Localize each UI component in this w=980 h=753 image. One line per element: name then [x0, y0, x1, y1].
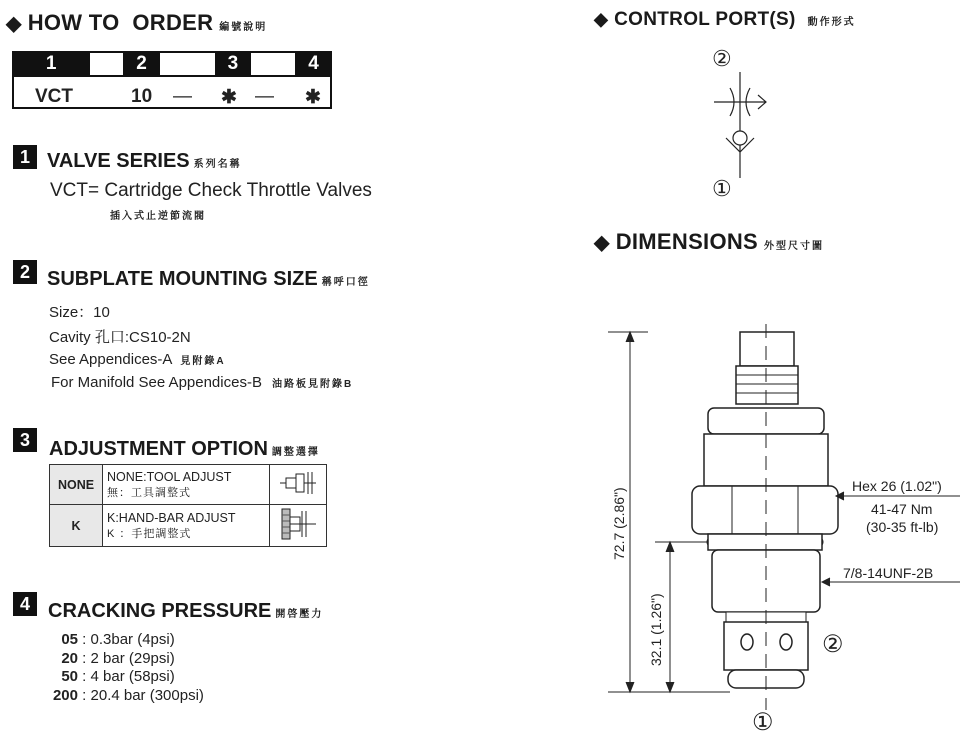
appendix-a-line [49, 351, 226, 368]
pressure-code: 20 [61, 650, 78, 667]
diamond-bullet-icon: ◆ [594, 9, 609, 29]
section-3-heading [49, 438, 320, 461]
section-2-badge: 2 [13, 260, 37, 284]
code-dash: — [255, 86, 274, 107]
section-1-cn: 系列名稱 [193, 159, 242, 170]
order-spacer [250, 52, 296, 76]
section-4-heading [48, 600, 323, 623]
port-1-label: ① [712, 176, 732, 201]
order-position-row [13, 52, 331, 76]
option-en: NONE:TOOL ADJUST [107, 469, 232, 484]
adjustment-option-table [49, 464, 327, 547]
code-pressure: ✱ [305, 87, 321, 108]
order-code-cell [13, 76, 331, 108]
position-2: 2 [124, 52, 159, 76]
code-size: 10 [131, 86, 153, 107]
how-to-order-title: HOW TO ORDER [27, 10, 214, 35]
valve-series-description: VCT= Cartridge Check Throttle Valves [50, 180, 372, 201]
section-1-heading [47, 150, 242, 173]
cavity-line: Cavity 孔口:CS10-2N [49, 329, 191, 346]
option-description [103, 505, 270, 547]
port-1-dimension-label: ① [752, 709, 774, 736]
order-code-table [12, 51, 332, 109]
port-2-dimension-label: ② [822, 631, 844, 658]
hex-size-label: Hex 26 (1.02") [852, 478, 942, 494]
pressure-code: 200 [52, 687, 78, 704]
pressure-code: 05 [61, 631, 78, 648]
section-2-heading [47, 268, 370, 291]
hand-bar-adjust-icon [270, 505, 327, 547]
section-4-title: CRACKING PRESSURE [48, 600, 272, 622]
option-en: K:HAND-BAR ADJUST [107, 510, 236, 525]
control-port-cn: 動作形式 [807, 17, 856, 28]
position-3: 3 [216, 52, 251, 76]
appendix-b-text: For Manifold See Appendices-B [51, 374, 262, 391]
valve-series-cn: 插入式止逆節流閥 [110, 211, 206, 222]
order-spacer [159, 52, 216, 76]
pressure-value: : 20.4 bar (300psi) [82, 687, 204, 704]
port-2-label: ② [712, 46, 732, 71]
order-spacer [89, 52, 124, 76]
option-cn: 無：工具調整式 [107, 486, 191, 499]
pressure-row-50 [36, 668, 175, 685]
table-row [50, 465, 327, 505]
thread-spec-label: 7/8-14UNF-2B [843, 565, 934, 581]
position-1: 1 [13, 52, 89, 76]
size-line: Size：10 [49, 304, 110, 321]
torque-ftlb-label: (30-35 ft-lb) [866, 519, 939, 535]
section-2-cn: 稱呼口徑 [321, 277, 370, 288]
appendix-b-cn: 油路板見附錄B [271, 379, 354, 390]
torque-nm-label: 41-47 Nm [871, 501, 933, 517]
control-port-heading [594, 9, 856, 31]
pressure-row-200 [36, 687, 204, 704]
section-4-badge: 4 [13, 592, 37, 616]
tool-adjust-icon [270, 465, 327, 505]
overall-length-dim: 72.7 (2.86") [611, 487, 627, 560]
diamond-bullet-icon: ◆ [6, 13, 22, 35]
pressure-row-05 [36, 631, 175, 648]
pressure-code: 50 [61, 668, 78, 685]
code-series: VCT [35, 86, 73, 107]
how-to-order-subtitle: 編號說明 [219, 22, 268, 33]
control-port-title: CONTROL PORT(S) [614, 9, 796, 30]
section-3-cn: 調整選擇 [271, 447, 320, 458]
appendix-a-cn: 見附錄A [180, 356, 226, 367]
position-4: 4 [296, 52, 331, 76]
pressure-row-20 [36, 650, 175, 667]
option-code: NONE [50, 465, 103, 505]
order-code-row [13, 76, 331, 108]
dimensions-cn: 外型尺寸圖 [764, 241, 825, 252]
option-code: K [50, 505, 103, 547]
section-2-title: SUBPLATE MOUNTING SIZE [47, 268, 318, 290]
diamond-bullet-icon: ◆ [594, 232, 610, 254]
code-dash: — [173, 86, 192, 107]
pressure-value: : 0.3bar (4psi) [82, 631, 175, 648]
dimensions-heading [594, 229, 824, 255]
table-row [50, 505, 327, 547]
section-3-badge: 3 [13, 428, 37, 452]
code-adjust: ✱ [221, 87, 237, 108]
section-4-cn: 開啓壓力 [275, 609, 324, 620]
appendix-b-line [51, 374, 353, 391]
section-1-badge: 1 [13, 145, 37, 169]
section-3-title: ADJUSTMENT OPTION [49, 438, 268, 460]
option-description [103, 465, 270, 505]
how-to-order-heading [6, 10, 267, 36]
option-cn: K ：手把調整式 [107, 527, 192, 540]
pressure-value: : 4 bar (58psi) [82, 668, 175, 685]
dimensions-title: DIMENSIONS [615, 229, 759, 254]
pressure-value: : 2 bar (29psi) [82, 650, 175, 667]
lower-length-dim: 32.1 (1.26") [648, 593, 664, 666]
appendix-a-text: See Appendices-A [49, 351, 173, 368]
section-1-title: VALVE SERIES [47, 150, 190, 172]
cartridge-dimension-drawing [600, 320, 980, 750]
